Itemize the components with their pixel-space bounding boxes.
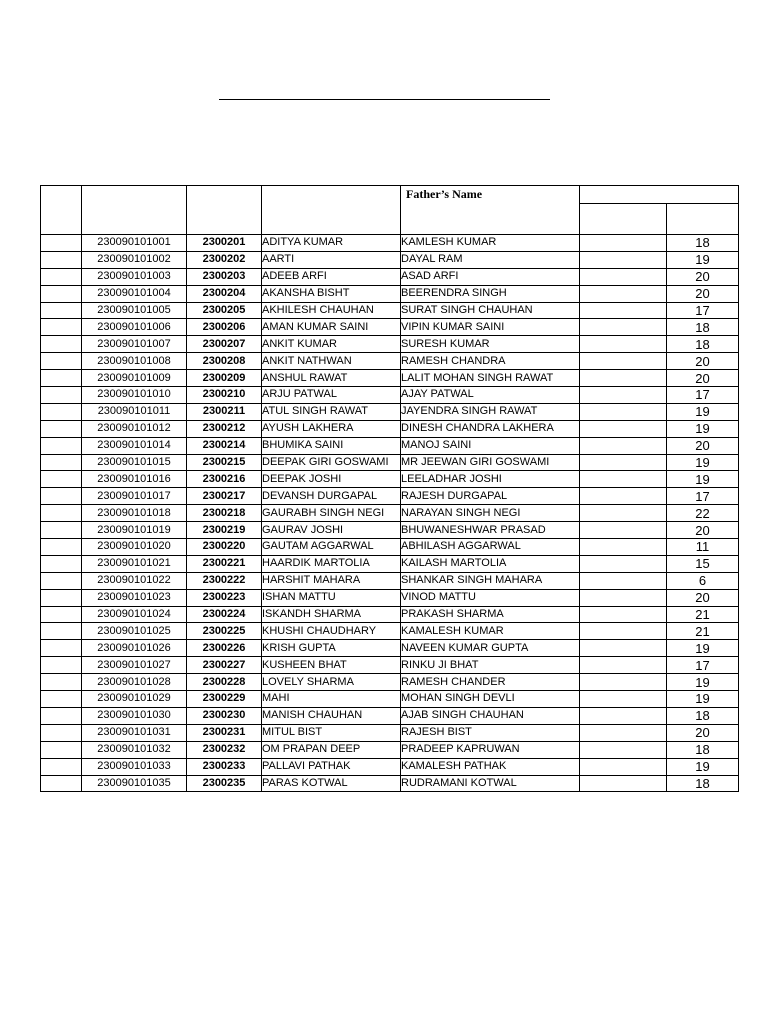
enrollment-cell: 230090101007 — [82, 336, 187, 353]
marks-cell: 20 — [667, 589, 739, 606]
father-name-cell: SHANKAR SINGH MAHARA — [401, 572, 580, 589]
enrollment-cell: 230090101023 — [82, 589, 187, 606]
name-cell: AARTI — [262, 251, 401, 268]
blank-cell — [580, 606, 667, 623]
father-name-cell: AJAB SINGH CHAUHAN — [401, 707, 580, 724]
father-name-cell: PRADEEP KAPRUWAN — [401, 741, 580, 758]
roll-cell: 2300212 — [187, 420, 262, 437]
father-name-cell: RAJESH BIST — [401, 724, 580, 741]
enrollment-cell: 230090101025 — [82, 623, 187, 640]
name-cell: OM PRAPAN DEEP — [262, 741, 401, 758]
father-name-cell: DAYAL RAM — [401, 251, 580, 268]
roll-cell: 2300233 — [187, 758, 262, 775]
table-row — [41, 268, 739, 285]
table-row — [41, 640, 739, 657]
table-row — [41, 403, 739, 420]
father-name-cell: AJAY PATWAL — [401, 387, 580, 404]
enrollment-cell: 230090101005 — [82, 302, 187, 319]
serial-cell — [41, 572, 82, 589]
table-row — [41, 302, 739, 319]
table-row — [41, 471, 739, 488]
marks-cell: 18 — [667, 336, 739, 353]
enrollment-cell: 230090101022 — [82, 572, 187, 589]
name-cell: HARSHIT MAHARA — [262, 572, 401, 589]
table-row — [41, 589, 739, 606]
marks-cell: 18 — [667, 741, 739, 758]
blank-cell — [580, 589, 667, 606]
roll-cell: 2300202 — [187, 251, 262, 268]
blank-cell — [580, 370, 667, 387]
name-cell: ANKIT KUMAR — [262, 336, 401, 353]
serial-cell — [41, 623, 82, 640]
name-cell: DEVANSH DURGAPAL — [262, 488, 401, 505]
blank-cell — [580, 724, 667, 741]
father-name-cell: LEELADHAR JOSHI — [401, 471, 580, 488]
serial-cell — [41, 555, 82, 572]
blank-cell — [580, 775, 667, 792]
blank-cell — [580, 741, 667, 758]
roll-cell: 2300207 — [187, 336, 262, 353]
name-cell: ANSHUL RAWAT — [262, 370, 401, 387]
serial-cell — [41, 741, 82, 758]
name-cell: PALLAVI PATHAK — [262, 758, 401, 775]
blank-cell — [580, 437, 667, 454]
blank-cell — [580, 674, 667, 691]
header-marks-group — [580, 186, 739, 204]
marks-table — [40, 185, 739, 792]
serial-cell — [41, 403, 82, 420]
marks-cell: 11 — [667, 539, 739, 556]
serial-cell — [41, 707, 82, 724]
blank-cell — [580, 707, 667, 724]
marks-cell: 6 — [667, 572, 739, 589]
header-sub-col-2 — [667, 204, 739, 235]
blank-cell — [580, 353, 667, 370]
father-name-cell: LALIT MOHAN SINGH RAWAT — [401, 370, 580, 387]
father-name-cell: RINKU JI BHAT — [401, 657, 580, 674]
marks-cell: 17 — [667, 657, 739, 674]
marks-cell: 19 — [667, 251, 739, 268]
marks-cell: 19 — [667, 674, 739, 691]
blank-cell — [580, 505, 667, 522]
table-row — [41, 505, 739, 522]
table-row — [41, 741, 739, 758]
marks-cell: 17 — [667, 302, 739, 319]
blank-cell — [580, 387, 667, 404]
header-name — [262, 186, 401, 235]
name-cell: MANISH CHAUHAN — [262, 707, 401, 724]
blank-cell — [580, 454, 667, 471]
table-row — [41, 539, 739, 556]
enrollment-cell: 230090101035 — [82, 775, 187, 792]
table-row — [41, 623, 739, 640]
father-name-cell: ABHILASH AGGARWAL — [401, 539, 580, 556]
table-row — [41, 454, 739, 471]
marks-cell: 18 — [667, 707, 739, 724]
marks-cell: 19 — [667, 691, 739, 708]
roll-cell: 2300227 — [187, 657, 262, 674]
marks-cell: 17 — [667, 488, 739, 505]
serial-cell — [41, 302, 82, 319]
marks-cell: 20 — [667, 353, 739, 370]
father-name-cell: RAJESH DURGAPAL — [401, 488, 580, 505]
roll-cell: 2300235 — [187, 775, 262, 792]
roll-cell: 2300229 — [187, 691, 262, 708]
father-name-cell: VIPIN KUMAR SAINI — [401, 319, 580, 336]
serial-cell — [41, 454, 82, 471]
blank-cell — [580, 285, 667, 302]
roll-cell: 2300231 — [187, 724, 262, 741]
enrollment-cell: 230090101004 — [82, 285, 187, 302]
table-row — [41, 387, 739, 404]
enrollment-cell: 230090101030 — [82, 707, 187, 724]
serial-cell — [41, 387, 82, 404]
serial-cell — [41, 251, 82, 268]
marks-cell: 19 — [667, 758, 739, 775]
marks-cell: 20 — [667, 437, 739, 454]
blank-cell — [580, 623, 667, 640]
enrollment-cell: 230090101001 — [82, 235, 187, 252]
name-cell: AMAN KUMAR SAINI — [262, 319, 401, 336]
roll-cell: 2300226 — [187, 640, 262, 657]
table-row — [41, 707, 739, 724]
name-cell: ARJU PATWAL — [262, 387, 401, 404]
father-name-cell: PRAKASH SHARMA — [401, 606, 580, 623]
table-row — [41, 336, 739, 353]
serial-cell — [41, 691, 82, 708]
name-cell: ATUL SINGH RAWAT — [262, 403, 401, 420]
name-cell: DEEPAK JOSHI — [262, 471, 401, 488]
header-serial — [41, 186, 82, 235]
name-cell: HAARDIK MARTOLIA — [262, 555, 401, 572]
marks-cell: 19 — [667, 471, 739, 488]
roll-cell: 2300215 — [187, 454, 262, 471]
table-row — [41, 572, 739, 589]
blank-cell — [580, 640, 667, 657]
marks-cell: 19 — [667, 403, 739, 420]
enrollment-cell: 230090101003 — [82, 268, 187, 285]
father-name-cell: DINESH CHANDRA LAKHERA — [401, 420, 580, 437]
enrollment-cell: 230090101016 — [82, 471, 187, 488]
roll-cell: 2300219 — [187, 522, 262, 539]
name-cell: GAURAV JOSHI — [262, 522, 401, 539]
roll-cell: 2300225 — [187, 623, 262, 640]
roll-cell: 2300214 — [187, 437, 262, 454]
roll-cell: 2300204 — [187, 285, 262, 302]
roll-cell: 2300232 — [187, 741, 262, 758]
serial-cell — [41, 353, 82, 370]
name-cell: MITUL BIST — [262, 724, 401, 741]
marks-cell: 18 — [667, 775, 739, 792]
marks-cell: 20 — [667, 370, 739, 387]
name-cell: ISHAN MATTU — [262, 589, 401, 606]
serial-cell — [41, 539, 82, 556]
marks-cell: 20 — [667, 724, 739, 741]
serial-cell — [41, 437, 82, 454]
name-cell: DEEPAK GIRI GOSWAMI — [262, 454, 401, 471]
roll-cell: 2300206 — [187, 319, 262, 336]
enrollment-cell: 230090101019 — [82, 522, 187, 539]
marks-cell: 19 — [667, 454, 739, 471]
name-cell: GAURABH SINGH NEGI — [262, 505, 401, 522]
table-row — [41, 235, 739, 252]
blank-cell — [580, 251, 667, 268]
enrollment-cell: 230090101010 — [82, 387, 187, 404]
table-row — [41, 555, 739, 572]
marks-cell: 19 — [667, 640, 739, 657]
enrollment-cell: 230090101002 — [82, 251, 187, 268]
name-cell: ANKIT NATHWAN — [262, 353, 401, 370]
marks-cell: 21 — [667, 606, 739, 623]
header-roll — [187, 186, 262, 235]
title-underline — [219, 99, 550, 100]
name-cell: KUSHEEN BHAT — [262, 657, 401, 674]
name-cell: BHUMIKA SAINI — [262, 437, 401, 454]
roll-cell: 2300222 — [187, 572, 262, 589]
table-row — [41, 724, 739, 741]
serial-cell — [41, 488, 82, 505]
serial-cell — [41, 674, 82, 691]
blank-cell — [580, 471, 667, 488]
enrollment-cell: 230090101018 — [82, 505, 187, 522]
serial-cell — [41, 505, 82, 522]
marks-cell: 18 — [667, 235, 739, 252]
serial-cell — [41, 235, 82, 252]
father-name-cell: VINOD MATTU — [401, 589, 580, 606]
roll-cell: 2300201 — [187, 235, 262, 252]
blank-cell — [580, 691, 667, 708]
roll-cell: 2300224 — [187, 606, 262, 623]
header-sub-col-1 — [580, 204, 667, 235]
table-row — [41, 319, 739, 336]
name-cell: ADITYA KUMAR — [262, 235, 401, 252]
blank-cell — [580, 336, 667, 353]
father-name-cell: KAILASH MARTOLIA — [401, 555, 580, 572]
table-header — [41, 186, 739, 235]
table-row — [41, 606, 739, 623]
serial-cell — [41, 319, 82, 336]
roll-cell: 2300220 — [187, 539, 262, 556]
name-cell: AKANSHA BISHT — [262, 285, 401, 302]
header-father-name: Father’s Name — [401, 186, 580, 235]
roll-cell: 2300218 — [187, 505, 262, 522]
roll-cell: 2300205 — [187, 302, 262, 319]
enrollment-cell: 230090101026 — [82, 640, 187, 657]
name-cell: GAUTAM AGGARWAL — [262, 539, 401, 556]
enrollment-cell: 230090101031 — [82, 724, 187, 741]
marks-cell: 20 — [667, 268, 739, 285]
serial-cell — [41, 420, 82, 437]
marks-cell: 18 — [667, 319, 739, 336]
serial-cell — [41, 285, 82, 302]
serial-cell — [41, 589, 82, 606]
marks-cell: 21 — [667, 623, 739, 640]
serial-cell — [41, 724, 82, 741]
father-name-cell: KAMALESH PATHAK — [401, 758, 580, 775]
table-row — [41, 522, 739, 539]
enrollment-cell: 230090101011 — [82, 403, 187, 420]
blank-cell — [580, 758, 667, 775]
name-cell: KRISH GUPTA — [262, 640, 401, 657]
blank-cell — [580, 420, 667, 437]
enrollment-cell: 230090101024 — [82, 606, 187, 623]
marks-cell: 22 — [667, 505, 739, 522]
table-row — [41, 488, 739, 505]
serial-cell — [41, 758, 82, 775]
enrollment-cell: 230090101014 — [82, 437, 187, 454]
father-name-cell: KAMALESH KUMAR — [401, 623, 580, 640]
father-name-cell: MOHAN SINGH DEVLI — [401, 691, 580, 708]
enrollment-cell: 230090101027 — [82, 657, 187, 674]
marks-cell: 19 — [667, 420, 739, 437]
name-cell: PARAS KOTWAL — [262, 775, 401, 792]
enrollment-cell: 230090101008 — [82, 353, 187, 370]
serial-cell — [41, 657, 82, 674]
enrollment-cell: 230090101029 — [82, 691, 187, 708]
table-row — [41, 370, 739, 387]
roll-cell: 2300216 — [187, 471, 262, 488]
name-cell: MAHI — [262, 691, 401, 708]
blank-cell — [580, 302, 667, 319]
serial-cell — [41, 522, 82, 539]
marks-cell: 17 — [667, 387, 739, 404]
roll-cell: 2300223 — [187, 589, 262, 606]
roll-cell: 2300210 — [187, 387, 262, 404]
enrollment-cell: 230090101033 — [82, 758, 187, 775]
table-row — [41, 691, 739, 708]
serial-cell — [41, 370, 82, 387]
father-name-cell: BEERENDRA SINGH — [401, 285, 580, 302]
enrollment-cell: 230090101032 — [82, 741, 187, 758]
blank-cell — [580, 572, 667, 589]
father-name-cell: JAYENDRA SINGH RAWAT — [401, 403, 580, 420]
blank-cell — [580, 488, 667, 505]
table-row — [41, 758, 739, 775]
marks-cell: 20 — [667, 522, 739, 539]
serial-cell — [41, 336, 82, 353]
enrollment-cell: 230090101028 — [82, 674, 187, 691]
table-row — [41, 657, 739, 674]
blank-cell — [580, 319, 667, 336]
table-row — [41, 674, 739, 691]
serial-cell — [41, 471, 82, 488]
father-name-cell: SURESH KUMAR — [401, 336, 580, 353]
father-name-cell: BHUWANESHWAR PRASAD — [401, 522, 580, 539]
table-row — [41, 437, 739, 454]
marks-cell: 15 — [667, 555, 739, 572]
roll-cell: 2300228 — [187, 674, 262, 691]
roll-cell: 2300217 — [187, 488, 262, 505]
father-name-cell: RAMESH CHANDRA — [401, 353, 580, 370]
blank-cell — [580, 539, 667, 556]
blank-cell — [580, 657, 667, 674]
father-name-cell: RUDRAMANI KOTWAL — [401, 775, 580, 792]
serial-cell — [41, 606, 82, 623]
table-row — [41, 420, 739, 437]
father-name-cell: MR JEEWAN GIRI GOSWAMI — [401, 454, 580, 471]
enrollment-cell: 230090101020 — [82, 539, 187, 556]
father-name-cell: RAMESH CHANDER — [401, 674, 580, 691]
father-name-cell: SURAT SINGH CHAUHAN — [401, 302, 580, 319]
serial-cell — [41, 640, 82, 657]
enrollment-cell: 230090101012 — [82, 420, 187, 437]
roll-cell: 2300209 — [187, 370, 262, 387]
enrollment-cell: 230090101015 — [82, 454, 187, 471]
roll-cell: 2300230 — [187, 707, 262, 724]
roll-cell: 2300211 — [187, 403, 262, 420]
father-name-cell: ASAD ARFI — [401, 268, 580, 285]
table-row — [41, 251, 739, 268]
father-name-cell: NARAYAN SINGH NEGI — [401, 505, 580, 522]
blank-cell — [580, 268, 667, 285]
name-cell: AKHILESH CHAUHAN — [262, 302, 401, 319]
name-cell: AYUSH LAKHERA — [262, 420, 401, 437]
serial-cell — [41, 268, 82, 285]
roll-cell: 2300203 — [187, 268, 262, 285]
blank-cell — [580, 522, 667, 539]
table-body — [41, 235, 739, 792]
enrollment-cell: 230090101017 — [82, 488, 187, 505]
table-row — [41, 285, 739, 302]
table-row — [41, 353, 739, 370]
name-cell: ADEEB ARFI — [262, 268, 401, 285]
header-enrollment — [82, 186, 187, 235]
blank-cell — [580, 555, 667, 572]
name-cell: KHUSHI CHAUDHARY — [262, 623, 401, 640]
table-row — [41, 775, 739, 792]
enrollment-cell: 230090101009 — [82, 370, 187, 387]
roll-cell: 2300208 — [187, 353, 262, 370]
father-name-cell: MANOJ SAINI — [401, 437, 580, 454]
blank-cell — [580, 403, 667, 420]
name-cell: LOVELY SHARMA — [262, 674, 401, 691]
blank-cell — [580, 235, 667, 252]
father-name-cell: KAMLESH KUMAR — [401, 235, 580, 252]
serial-cell — [41, 775, 82, 792]
enrollment-cell: 230090101006 — [82, 319, 187, 336]
enrollment-cell: 230090101021 — [82, 555, 187, 572]
marks-cell: 20 — [667, 285, 739, 302]
name-cell: ISKANDH SHARMA — [262, 606, 401, 623]
father-name-cell: NAVEEN KUMAR GUPTA — [401, 640, 580, 657]
roll-cell: 2300221 — [187, 555, 262, 572]
